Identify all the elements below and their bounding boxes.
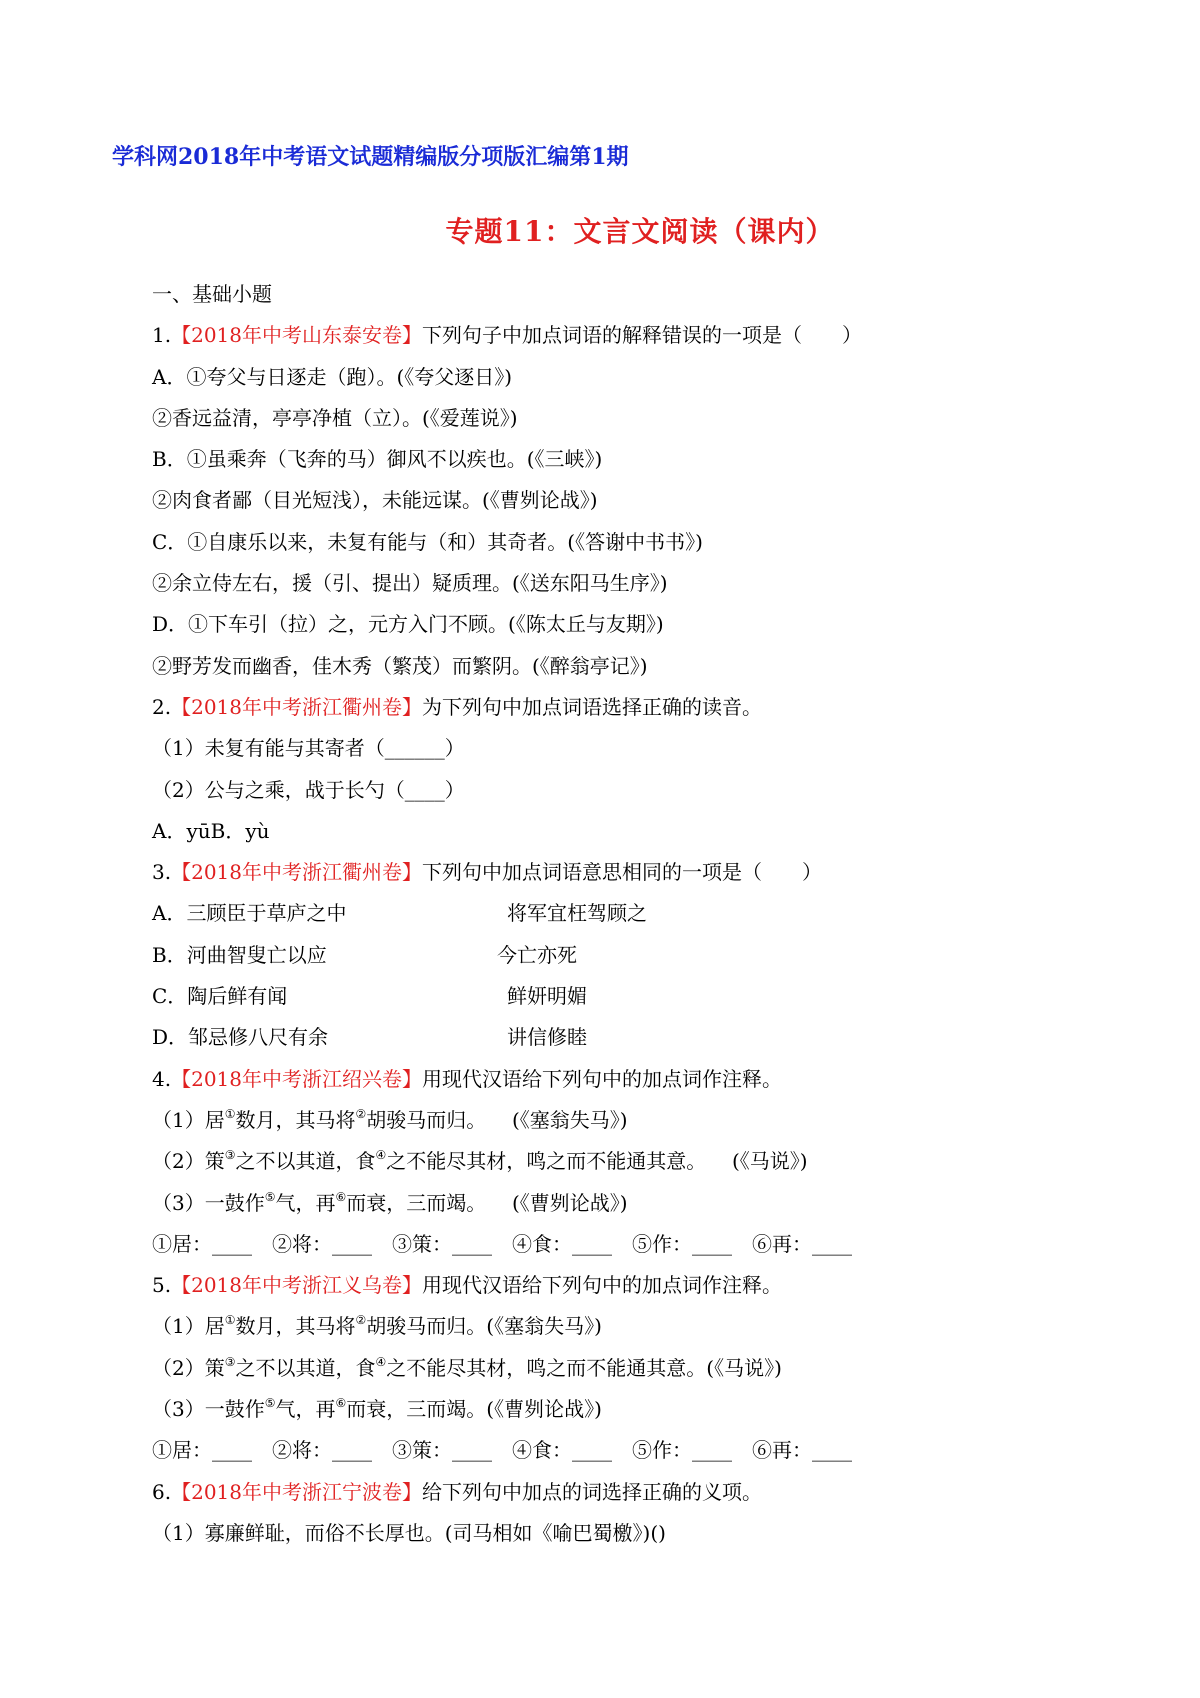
sub-question: （1）寡廉鲜耻，而俗不长厚也。(司马相如《喻巴蜀檄》)() [152,1520,666,1545]
question-5-stem: 5.【2018年中考浙江义乌卷】用现代汉语给下列句中的加点词作注释。 [152,1273,782,1298]
series-header: 学科网2018年中考语文试题精编版分项版汇编第1期 [112,144,629,170]
question-source: 【2018年中考山东泰安卷】 [171,323,422,348]
question-2-stem: 2.【2018年中考浙江衢州卷】为下列句中加点词语选择正确的读音。 [152,694,762,719]
page-title: 专题11：文言文阅读（课内） [445,215,835,248]
option-row: C．陶后鲜有闻 鲜妍明媚 [152,984,587,1009]
option-line: ②香远益清，亭亭净植（立）。(《爱莲说》) [152,405,518,430]
question-4-stem: 4.【2018年中考浙江绍兴卷】用现代汉语给下列句中的加点词作注释。 [152,1066,782,1091]
sub-question: （2）公与之乘，战于长勺（____） [152,777,465,802]
sub-question: （3）一鼓作⑤气，再⑥而衰，三而竭。 (《曹刿论战》) [152,1189,628,1215]
question-source: 【2018年中考浙江衢州卷】 [171,860,422,885]
sub-question: （2）策③之不以其道，食④之不能尽其材，鸣之而不能通其意。(《马说》) [152,1354,782,1380]
sub-question: （1）居①数月，其马将②胡骏马而归。(《塞翁失马》) [152,1313,602,1339]
answer-options: A．yūB．yù [152,818,270,843]
option-line: A．①夸父与日逐走（跑）。(《夸父逐日》) [152,364,513,389]
question-3-stem: 3.【2018年中考浙江衢州卷】下列句中加点词语意思相同的一项是（ ） [152,860,822,885]
sub-question: （1）居①数月，其马将②胡骏马而归。 (《塞翁失马》) [152,1106,628,1132]
question-source: 【2018年中考浙江绍兴卷】 [171,1066,422,1091]
sub-question: （2）策③之不以其道，食④之不能尽其材，鸣之而不能通其意。 (《马说》) [152,1148,808,1174]
question-source: 【2018年中考浙江宁波卷】 [171,1479,422,1504]
answer-blanks: ①居：____ ②将：____ ③策：____ ④食：____ ⑤作：____ ⑥再：____ [152,1438,852,1463]
option-line: ②野芳发而幽香，佳木秀（繁茂）而繁阴。(《醉翁亭记》) [152,653,648,678]
question-1-stem: 1.【2018年中考山东泰安卷】下列句子中加点词语的解释错误的一项是（ ） [152,323,862,348]
sub-question: （3）一鼓作⑤气，再⑥而衰，三而竭。(《曹刿论战》) [152,1396,602,1422]
option-row: B．河曲智叟亡以应 今亡亦死 [152,942,577,967]
answer-blanks: ①居：____ ②将：____ ③策：____ ④食：____ ⑤作：____ ⑥再：____ [152,1231,852,1256]
option-row: A．三顾臣于草庐之中 将军宜枉驾顾之 [152,901,647,926]
document-body [152,274,1112,1554]
question-source: 【2018年中考浙江义乌卷】 [171,1273,422,1298]
option-line: ②余立侍左右，援（引、提出）疑质理。(《送东阳马生序》) [152,571,668,596]
section-heading: 一、基础小题 [152,282,272,306]
question-6-stem: 6.【2018年中考浙江宁波卷】给下列句中加点的词选择正确的义项。 [152,1479,762,1504]
question-source: 【2018年中考浙江衢州卷】 [171,694,422,719]
sub-question: （1）未复有能与其寄者（______） [152,736,465,761]
option-line: B．①虽乘奔（飞奔的马）御风不以疾也。(《三峡》) [152,447,603,472]
option-line: ②肉食者鄙（目光短浅），未能远谋。(《曹刿论战》) [152,488,598,513]
option-line: D．①下车引（拉）之，元方入门不顾。(《陈太丘与友期》) [152,612,664,637]
option-line: C．①自康乐以来，未复有能与（和）其奇者。(《答谢中书书》) [152,529,703,554]
option-row: D．邹忌修八尺有余 讲信修睦 [152,1025,587,1050]
